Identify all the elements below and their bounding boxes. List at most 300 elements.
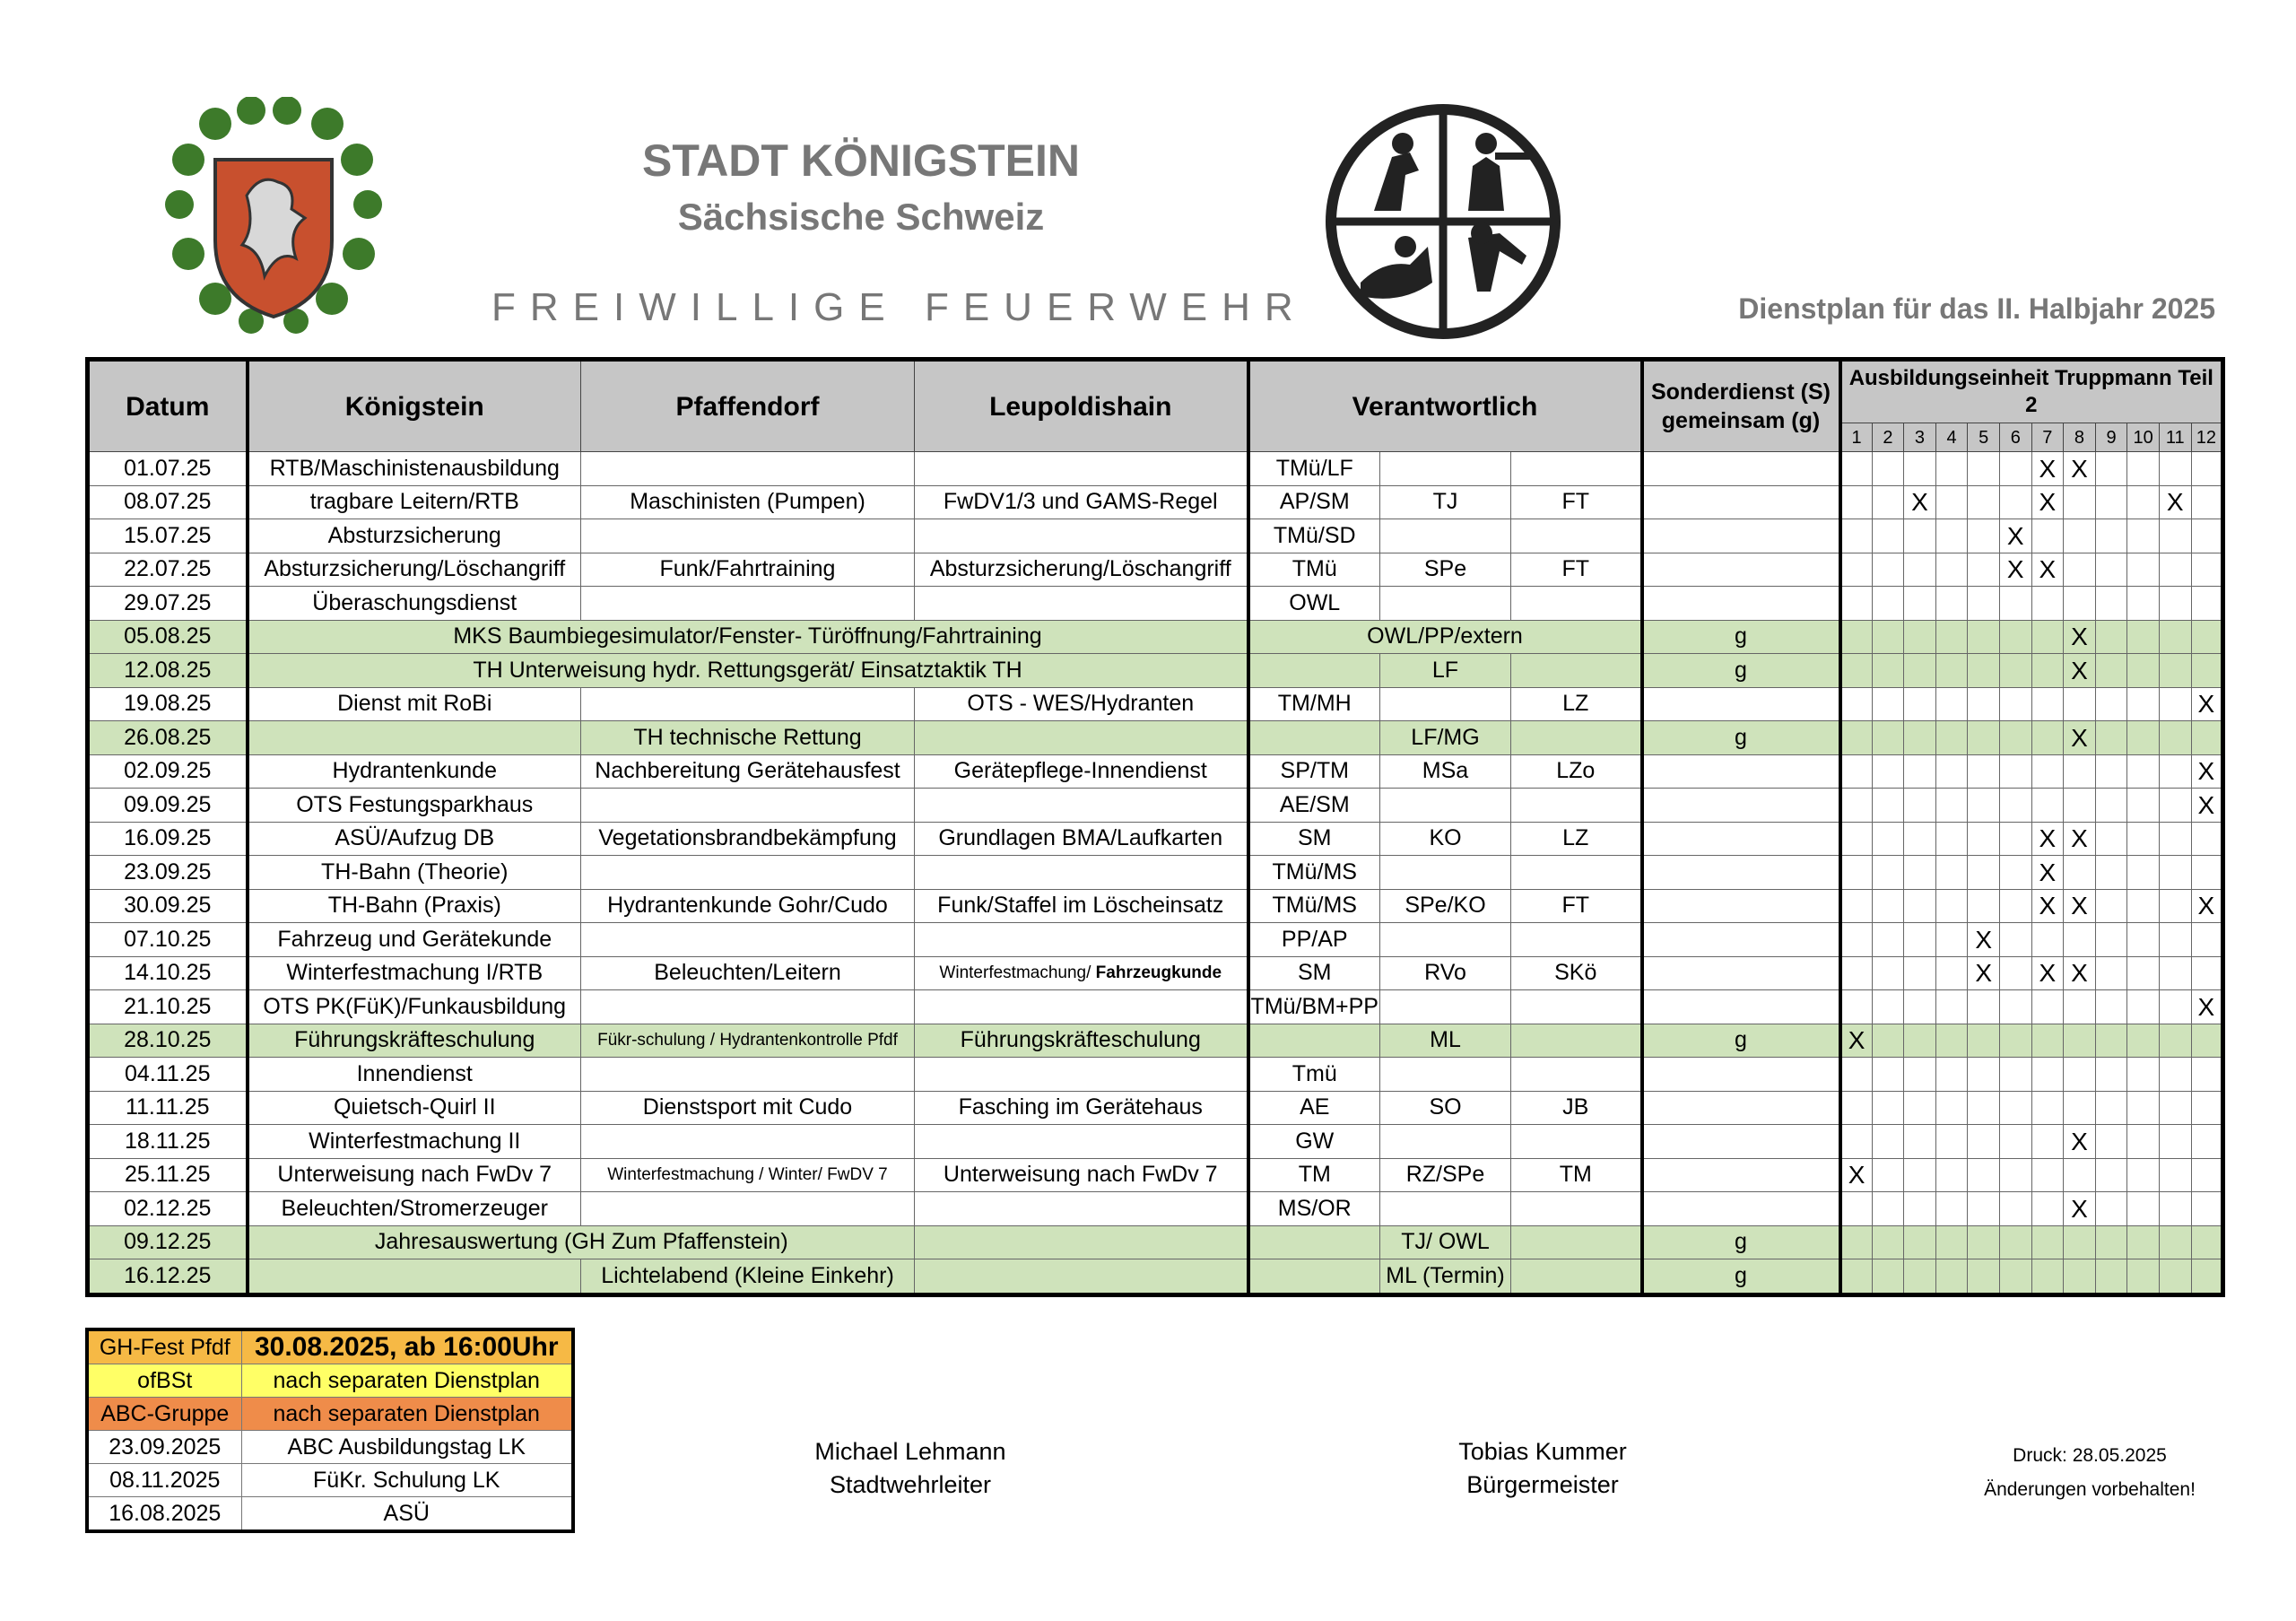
unit-mark-cell	[2159, 1125, 2191, 1159]
unit-mark-cell	[1872, 485, 1904, 519]
unit-mark-cell	[1904, 687, 1936, 721]
header-unit-number: 1	[1840, 423, 1873, 452]
unit-mark-cell	[1904, 721, 1936, 755]
table-row	[88, 654, 2223, 688]
unit-mark-cell	[1840, 485, 1873, 519]
sonderdienst-cell: g	[1642, 1024, 1840, 1058]
date-cell: 01.07.25	[88, 452, 248, 486]
unit-mark-cell	[2191, 1225, 2223, 1259]
unit-mark-cell	[1999, 687, 2031, 721]
responsible-cell: TM	[1511, 1158, 1642, 1192]
responsible-cell: GW	[1248, 1125, 1380, 1159]
unit-mark-cell	[1840, 990, 1873, 1024]
unit-mark-cell	[2064, 1225, 2096, 1259]
unit-mark-cell	[1999, 923, 2031, 957]
unit-mark-cell	[2127, 789, 2160, 823]
unit-mark-cell	[1999, 1225, 2031, 1259]
combined-activity-cell: MKS Baumbiegesimulator/Fenster- Türöffnung/Fahrtraining	[248, 620, 1248, 654]
responsible-cell	[1380, 587, 1511, 621]
unit-mark-cell	[1935, 519, 1968, 553]
leupoldishain-cell: Gerätepflege-Innendienst	[915, 754, 1248, 789]
koenigstein-cell: TH-Bahn (Theorie)	[248, 856, 581, 890]
responsible-cell: TMü/SD	[1248, 519, 1380, 553]
unit-mark-cell	[2159, 1024, 2191, 1058]
print-info	[1919, 1439, 2260, 1507]
responsible-cell: LZo	[1511, 754, 1642, 789]
unit-mark-cell	[2031, 519, 2064, 553]
table-row	[88, 1058, 2223, 1092]
pfaffendorf-cell	[581, 990, 915, 1024]
responsible-cell: LZ	[1511, 822, 1642, 856]
unit-mark-cell	[1872, 452, 1904, 486]
unit-mark-cell	[2191, 1192, 2223, 1226]
side-value: ASÜ	[241, 1497, 573, 1532]
unit-mark-cell	[2031, 587, 2064, 621]
responsible-cell	[1511, 1192, 1642, 1226]
table-row	[88, 923, 2223, 957]
responsible-cell	[1380, 990, 1511, 1024]
unit-mark-cell	[1872, 687, 1904, 721]
pfaffendorf-cell: Lichtelabend (Kleine Einkehr)	[581, 1259, 915, 1295]
responsible-cell	[1380, 856, 1511, 890]
koenigstein-cell: OTS Festungsparkhaus	[248, 789, 581, 823]
unit-mark-cell	[1935, 789, 1968, 823]
date-cell: 08.07.25	[88, 485, 248, 519]
changes-note: Änderungen vorbehalten!	[1984, 1479, 2196, 1500]
responsible-cell	[1380, 452, 1511, 486]
unit-mark-cell: X	[1968, 923, 2000, 957]
sonderdienst-cell	[1642, 789, 1840, 823]
unit-mark-cell	[1999, 754, 2031, 789]
unit-mark-cell	[1872, 587, 1904, 621]
header-unit-number: 12	[2191, 423, 2223, 452]
unit-mark-cell	[2127, 856, 2160, 890]
unit-mark-cell	[1999, 990, 2031, 1024]
unit-mark-cell: X	[1999, 519, 2031, 553]
unit-mark-cell	[2095, 856, 2127, 890]
unit-mark-cell	[1840, 856, 1873, 890]
unit-mark-cell: X	[2064, 654, 2096, 688]
pfaffendorf-cell	[581, 519, 915, 553]
sonderdienst-cell	[1642, 990, 1840, 1024]
leupoldishain-cell: OTS - WES/Hydranten	[915, 687, 1248, 721]
unit-mark-cell	[2095, 1091, 2127, 1125]
side-row	[87, 1398, 573, 1431]
table-row	[88, 620, 2223, 654]
responsible-cell	[1380, 687, 1511, 721]
side-row	[87, 1497, 573, 1532]
leupoldishain-cell	[915, 856, 1248, 890]
unit-mark-cell	[1840, 1125, 1873, 1159]
unit-mark-cell	[2159, 1225, 2191, 1259]
unit-mark-cell	[1968, 1058, 2000, 1092]
unit-mark-cell: X	[2191, 687, 2223, 721]
combined-activity-cell: Jahresauswertung (GH Zum Pfaffenstein)	[248, 1225, 915, 1259]
koenigstein-cell: ASÜ/Aufzug DB	[248, 822, 581, 856]
table-row	[88, 485, 2223, 519]
table-row	[88, 889, 2223, 923]
unit-mark-cell	[2095, 990, 2127, 1024]
table-row	[88, 789, 2223, 823]
unit-mark-cell	[2191, 519, 2223, 553]
date-cell: 28.10.25	[88, 1024, 248, 1058]
pfaffendorf-cell	[581, 452, 915, 486]
responsible-cell: OWL/PP/extern	[1248, 620, 1642, 654]
responsible-cell: AP/SM	[1248, 485, 1380, 519]
unit-mark-cell	[2095, 789, 2127, 823]
table-row	[88, 1125, 2223, 1159]
unit-mark-cell	[1968, 1192, 2000, 1226]
responsible-cell	[1511, 1058, 1642, 1092]
unit-mark-cell	[1904, 1259, 1936, 1295]
unit-mark-cell: X	[1840, 1024, 1873, 1058]
unit-mark-cell	[1999, 1259, 2031, 1295]
fire-brigade-emblem-icon	[1320, 103, 1567, 341]
responsible-cell: LF/MG	[1380, 721, 1511, 755]
pfaffendorf-cell: Winterfestmachung / Winter/ FwDV 7	[581, 1158, 915, 1192]
unit-mark-cell	[1935, 620, 1968, 654]
unit-mark-cell	[2095, 1192, 2127, 1226]
unit-mark-cell	[1872, 1058, 1904, 1092]
unit-mark-cell	[1999, 1024, 2031, 1058]
header-datum: Datum	[88, 360, 248, 452]
unit-mark-cell	[1968, 1125, 2000, 1159]
unit-mark-cell	[1904, 519, 1936, 553]
unit-mark-cell	[1872, 822, 1904, 856]
unit-mark-cell	[2191, 485, 2223, 519]
unit-mark-cell	[1999, 1158, 2031, 1192]
unit-mark-cell	[2159, 587, 2191, 621]
unit-mark-cell	[1904, 587, 1936, 621]
unit-mark-cell	[2127, 822, 2160, 856]
organization-name: FREIWILLIGE FEUERWEHR	[491, 285, 1308, 329]
sonderdienst-cell	[1642, 1058, 1840, 1092]
responsible-cell	[1511, 789, 1642, 823]
unit-mark-cell	[1935, 856, 1968, 890]
header-ausbildungseinheit: Ausbildungseinheit Truppmann Teil 2	[1840, 360, 2223, 423]
leupoldishain-cell	[915, 721, 1248, 755]
unit-mark-cell	[2191, 1024, 2223, 1058]
unit-mark-cell	[1999, 485, 2031, 519]
signature-right-name: Tobias Kummer	[1458, 1438, 1627, 1465]
responsible-cell	[1511, 1024, 1642, 1058]
koenigstein-cell: Fahrzeug und Gerätekunde	[248, 923, 581, 957]
unit-mark-cell	[2095, 1024, 2127, 1058]
unit-mark-cell	[2127, 485, 2160, 519]
unit-mark-cell	[1935, 1058, 1968, 1092]
date-cell: 16.12.25	[88, 1259, 248, 1295]
koenigstein-cell: Absturzsicherung/Löschangriff	[248, 553, 581, 587]
leupoldishain-cell: Funk/Staffel im Löscheinsatz	[915, 889, 1248, 923]
pfaffendorf-cell: Nachbereitung Gerätehausfest	[581, 754, 915, 789]
unit-mark-cell	[2127, 1158, 2160, 1192]
header-unit-number: 6	[1999, 423, 2031, 452]
unit-mark-cell	[2159, 654, 2191, 688]
date-cell: 07.10.25	[88, 923, 248, 957]
responsible-cell: LF	[1380, 654, 1511, 688]
unit-mark-cell	[2064, 1024, 2096, 1058]
unit-mark-cell	[2031, 1024, 2064, 1058]
unit-mark-cell	[1968, 789, 2000, 823]
unit-mark-cell	[2127, 620, 2160, 654]
responsible-cell: AE	[1248, 1091, 1380, 1125]
unit-mark-cell	[1840, 1259, 1873, 1295]
unit-mark-cell	[1935, 687, 1968, 721]
responsible-cell: ML (Termin)	[1380, 1259, 1511, 1295]
pfaffendorf-cell: TH technische Rettung	[581, 721, 915, 755]
leupoldishain-cell	[915, 1058, 1248, 1092]
side-row	[87, 1464, 573, 1497]
unit-mark-cell	[2159, 1091, 2191, 1125]
unit-mark-cell	[1904, 1024, 1936, 1058]
unit-mark-cell: X	[1968, 956, 2000, 990]
unit-mark-cell	[2127, 452, 2160, 486]
unit-mark-cell	[2095, 1158, 2127, 1192]
responsible-cell	[1511, 990, 1642, 1024]
unit-mark-cell	[1872, 1125, 1904, 1159]
unit-mark-cell	[1872, 1158, 1904, 1192]
unit-mark-cell	[2064, 687, 2096, 721]
date-cell: 26.08.25	[88, 721, 248, 755]
pfaffendorf-cell: Vegetationsbrandbekämpfung	[581, 822, 915, 856]
unit-mark-cell: X	[2064, 1125, 2096, 1159]
unit-mark-cell: X	[2064, 956, 2096, 990]
koenigstein-cell	[248, 721, 581, 755]
unit-mark-cell	[1968, 1259, 2000, 1295]
unit-mark-cell	[1904, 1125, 1936, 1159]
unit-mark-cell	[1999, 654, 2031, 688]
unit-mark-cell	[1872, 856, 1904, 890]
koenigstein-cell: Dienst mit RoBi	[248, 687, 581, 721]
unit-mark-cell	[2095, 956, 2127, 990]
unit-mark-cell	[1999, 721, 2031, 755]
unit-mark-cell	[2095, 822, 2127, 856]
table-row	[88, 1192, 2223, 1226]
unit-mark-cell	[1840, 587, 1873, 621]
unit-mark-cell	[2095, 485, 2127, 519]
header-sonderdienst: Sonderdienst (S) gemeinsam (g)	[1642, 360, 1840, 452]
signature-right	[1363, 1435, 1722, 1502]
table-row	[88, 587, 2223, 621]
unit-mark-cell	[2064, 485, 2096, 519]
unit-mark-cell	[2064, 1158, 2096, 1192]
header-verantwortlich: Verantwortlich	[1248, 360, 1642, 452]
date-cell: 16.09.25	[88, 822, 248, 856]
unit-mark-cell	[2031, 620, 2064, 654]
unit-mark-cell	[2191, 822, 2223, 856]
header-unit-number: 10	[2127, 423, 2160, 452]
unit-mark-cell	[2031, 1259, 2064, 1295]
responsible-cell: RZ/SPe	[1380, 1158, 1511, 1192]
unit-mark-cell	[1904, 1058, 1936, 1092]
unit-mark-cell	[2095, 1125, 2127, 1159]
date-cell: 14.10.25	[88, 956, 248, 990]
unit-mark-cell: X	[2064, 1192, 2096, 1226]
responsible-cell: TJ/ OWL	[1380, 1225, 1511, 1259]
unit-mark-cell	[1968, 990, 2000, 1024]
unit-mark-cell	[1935, 452, 1968, 486]
unit-mark-cell	[1968, 587, 2000, 621]
koenigstein-cell: Quietsch-Quirl II	[248, 1091, 581, 1125]
pfaffendorf-cell: Fükr-schulung / Hydrantenkontrolle Pfdf	[581, 1024, 915, 1058]
schedule-table	[85, 357, 2225, 1297]
pfaffendorf-cell: Beleuchten/Leitern	[581, 956, 915, 990]
unit-mark-cell	[2127, 654, 2160, 688]
sonderdienst-cell: g	[1642, 654, 1840, 688]
responsible-cell: TMü/BM+PP	[1248, 990, 1380, 1024]
sonderdienst-cell	[1642, 1091, 1840, 1125]
unit-mark-cell	[1935, 721, 1968, 755]
unit-mark-cell	[2191, 1125, 2223, 1159]
unit-mark-cell	[2031, 923, 2064, 957]
unit-mark-cell: X	[2031, 553, 2064, 587]
unit-mark-cell	[1872, 519, 1904, 553]
unit-mark-cell	[1904, 889, 1936, 923]
sonderdienst-cell	[1642, 553, 1840, 587]
unit-mark-cell	[1872, 754, 1904, 789]
koenigstein-cell: Unterweisung nach FwDv 7	[248, 1158, 581, 1192]
region-name: Sächsische Schweiz	[677, 196, 1045, 238]
side-value: ABC Ausbildungstag LK	[241, 1431, 573, 1464]
unit-mark-cell	[1872, 1259, 1904, 1295]
leupoldishain-cell	[915, 519, 1248, 553]
sonderdienst-cell: g	[1642, 1259, 1840, 1295]
unit-mark-cell	[1872, 990, 1904, 1024]
unit-mark-cell	[2095, 519, 2127, 553]
unit-mark-cell: X	[2191, 789, 2223, 823]
pfaffendorf-cell: Funk/Fahrtraining	[581, 553, 915, 587]
unit-mark-cell	[2031, 1192, 2064, 1226]
header-unit-number: 7	[2031, 423, 2064, 452]
unit-mark-cell	[1999, 789, 2031, 823]
signature-right-role: Bürgermeister	[1466, 1471, 1619, 1498]
unit-mark-cell	[2031, 1058, 2064, 1092]
date-cell: 05.08.25	[88, 620, 248, 654]
unit-mark-cell	[1999, 1192, 2031, 1226]
responsible-cell: KO	[1380, 822, 1511, 856]
unit-mark-cell: X	[2191, 889, 2223, 923]
pfaffendorf-cell	[581, 1125, 915, 1159]
unit-mark-cell	[2064, 1091, 2096, 1125]
pfaffendorf-cell	[581, 923, 915, 957]
side-label: 08.11.2025	[87, 1464, 241, 1497]
table-row	[88, 1225, 2223, 1259]
unit-mark-cell	[2127, 553, 2160, 587]
side-label: 23.09.2025	[87, 1431, 241, 1464]
unit-mark-cell	[1968, 1024, 2000, 1058]
responsible-cell	[1380, 1058, 1511, 1092]
unit-mark-cell	[2127, 923, 2160, 957]
unit-mark-cell	[1999, 1091, 2031, 1125]
responsible-cell	[1511, 519, 1642, 553]
unit-mark-cell	[2064, 1058, 2096, 1092]
pfaffendorf-cell	[581, 687, 915, 721]
table-row	[88, 956, 2223, 990]
unit-mark-cell	[1840, 822, 1873, 856]
unit-mark-cell	[2095, 687, 2127, 721]
druck-date: 28.05.2025	[2072, 1445, 2167, 1466]
unit-mark-cell	[2064, 587, 2096, 621]
header-unit-number: 9	[2095, 423, 2127, 452]
unit-mark-cell	[1840, 1091, 1873, 1125]
unit-mark-cell	[1872, 553, 1904, 587]
unit-mark-cell: X	[2159, 485, 2191, 519]
unit-mark-cell	[1968, 553, 2000, 587]
unit-mark-cell	[1872, 1192, 1904, 1226]
unit-mark-cell	[1872, 889, 1904, 923]
responsible-cell: SKö	[1511, 956, 1642, 990]
unit-mark-cell	[1904, 553, 1936, 587]
unit-mark-cell	[1872, 1091, 1904, 1125]
signature-left	[731, 1435, 1090, 1502]
unit-mark-cell	[1935, 485, 1968, 519]
unit-mark-cell	[1872, 1225, 1904, 1259]
responsible-cell	[1511, 1225, 1642, 1259]
unit-mark-cell: X	[2031, 452, 2064, 486]
unit-mark-cell	[2031, 654, 2064, 688]
unit-mark-cell: X	[1904, 485, 1936, 519]
leupoldishain-cell: FwDV1/3 und GAMS-Regel	[915, 485, 1248, 519]
leupoldishain-cell: Absturzsicherung/Löschangriff	[915, 553, 1248, 587]
date-cell: 11.11.25	[88, 1091, 248, 1125]
unit-mark-cell	[2031, 1125, 2064, 1159]
date-cell: 23.09.25	[88, 856, 248, 890]
side-label: ofBSt	[87, 1364, 241, 1398]
unit-mark-cell	[2127, 1058, 2160, 1092]
unit-mark-cell	[1968, 856, 2000, 890]
unit-mark-cell	[2127, 889, 2160, 923]
leupoldishain-cell: Unterweisung nach FwDv 7	[915, 1158, 1248, 1192]
unit-mark-cell: X	[2064, 620, 2096, 654]
unit-mark-cell	[1840, 553, 1873, 587]
unit-mark-cell	[2127, 990, 2160, 1024]
unit-mark-cell	[1935, 1125, 1968, 1159]
signature-left-role: Stadtwehrleiter	[829, 1471, 992, 1498]
unit-mark-cell	[2159, 1192, 2191, 1226]
unit-mark-cell	[2191, 553, 2223, 587]
responsible-cell	[1248, 1225, 1380, 1259]
unit-mark-cell	[2095, 1058, 2127, 1092]
unit-mark-cell	[2159, 754, 2191, 789]
leupoldishain-cell	[915, 1259, 1248, 1295]
sonderdienst-cell	[1642, 452, 1840, 486]
unit-mark-cell	[1904, 452, 1936, 486]
unit-mark-cell	[2127, 519, 2160, 553]
koenigstein-cell: TH-Bahn (Praxis)	[248, 889, 581, 923]
date-cell: 30.09.25	[88, 889, 248, 923]
sonderdienst-cell	[1642, 519, 1840, 553]
table-row	[88, 553, 2223, 587]
unit-mark-cell: X	[2191, 754, 2223, 789]
date-cell: 19.08.25	[88, 687, 248, 721]
koenigstein-cell: tragbare Leitern/RTB	[248, 485, 581, 519]
unit-mark-cell	[2127, 956, 2160, 990]
unit-mark-cell	[2095, 587, 2127, 621]
unit-mark-cell	[2095, 1225, 2127, 1259]
sonderdienst-cell	[1642, 889, 1840, 923]
unit-mark-cell	[1968, 485, 2000, 519]
responsible-cell: PP/AP	[1248, 923, 1380, 957]
unit-mark-cell	[1840, 754, 1873, 789]
header-unit-number: 11	[2159, 423, 2191, 452]
city-name: STADT KÖNIGSTEIN	[642, 135, 1080, 186]
responsible-cell	[1511, 923, 1642, 957]
sonderdienst-cell	[1642, 587, 1840, 621]
unit-mark-cell	[1935, 1192, 1968, 1226]
unit-mark-cell	[2127, 587, 2160, 621]
unit-mark-cell	[2064, 1259, 2096, 1295]
unit-mark-cell	[2127, 721, 2160, 755]
